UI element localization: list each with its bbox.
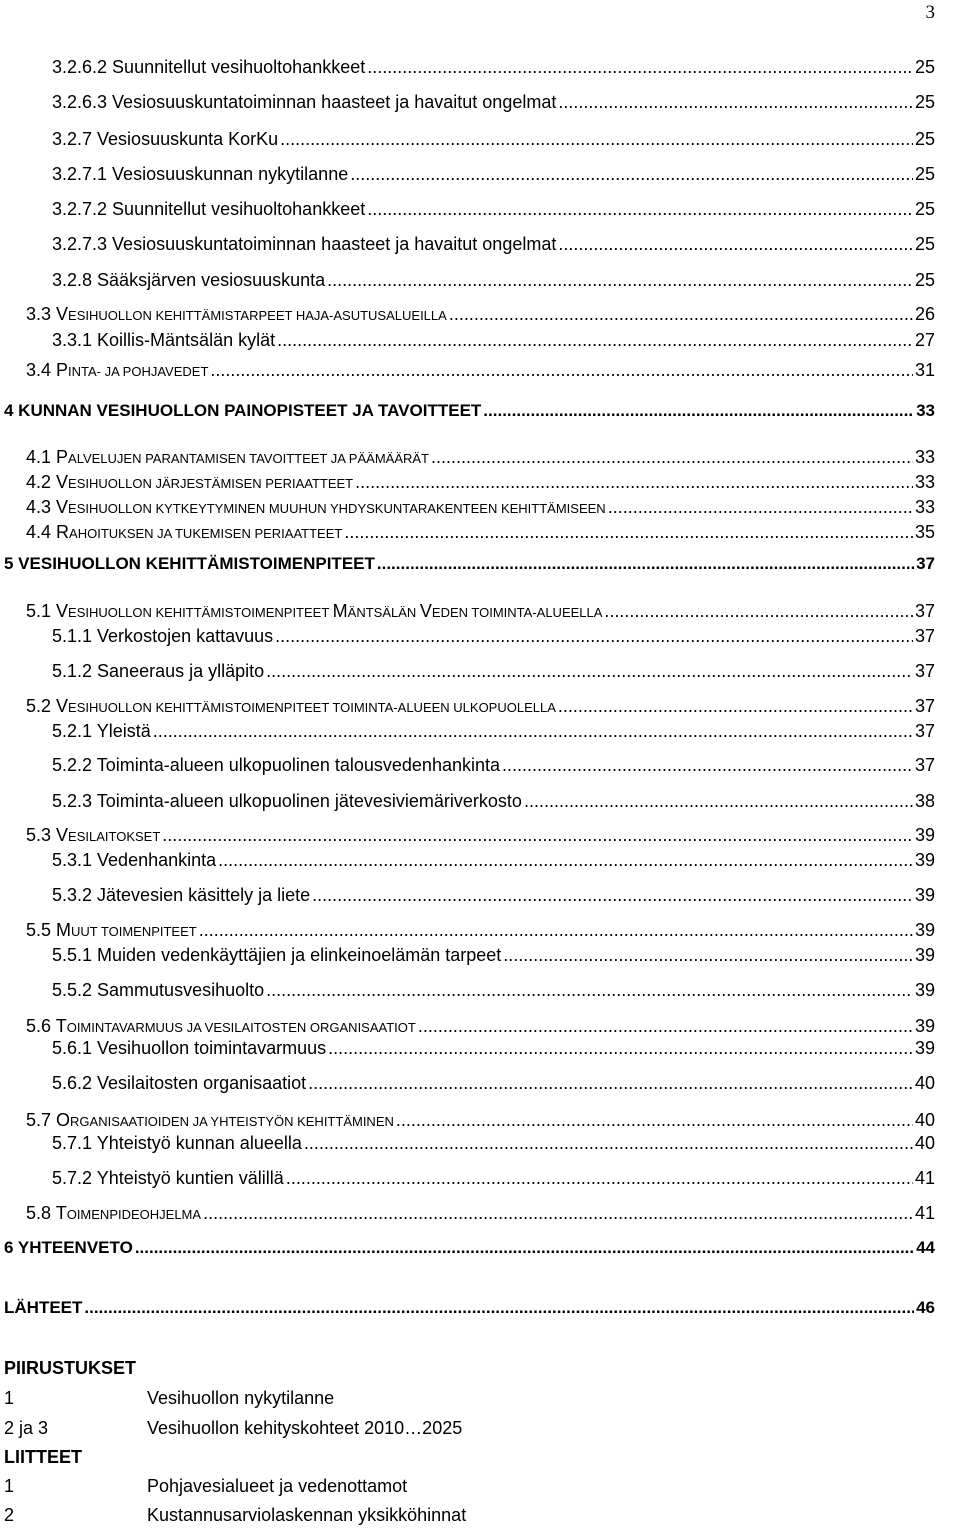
- toc-entry-title: 3.2.7.2 Suunnitellut vesihuoltohankkeet: [52, 199, 366, 219]
- toc-entry-page: 25: [914, 164, 935, 184]
- toc-entry[interactable]: [26, 472, 935, 493]
- toc-entry-title: LÄHTEET: [4, 1298, 83, 1317]
- toc-entry-page: 41: [914, 1203, 935, 1223]
- toc-entry-title: 5.5.1 Muiden vedenkäyttäjien ja elinkeinoelämän tarpeet: [52, 945, 502, 965]
- toc-entry-title-smallcaps: OIMENPIDEOHJELMA: [66, 1207, 202, 1222]
- toc-entry-title: 6 YHTEENVETO: [4, 1238, 133, 1257]
- toc-entry[interactable]: [26, 601, 935, 622]
- dot-leader: [418, 1016, 913, 1037]
- page-number: 3: [925, 2, 935, 23]
- toc-entry-page: 25: [914, 234, 935, 254]
- toc-entry-page: 37: [916, 554, 935, 573]
- toc-entry-title: 5.1 VESIHUOLLON KEHITTÄMISTOIMENPITEET MÄNTSÄLÄN VEDEN TOIMINTA-ALUEELLA: [26, 601, 603, 621]
- dot-leader: [377, 554, 914, 574]
- toc-entry[interactable]: [52, 885, 935, 906]
- dot-leader: [350, 164, 913, 185]
- toc-entry-title: 3.2.8 Sääksjärven vesiosuuskunta: [52, 270, 326, 290]
- toc-entry-page: 33: [914, 497, 935, 517]
- toc-entry-title: 5.6.1 Vesihuollon toimintavarmuus: [52, 1038, 327, 1058]
- dot-leader: [286, 1168, 913, 1189]
- dot-leader: [367, 57, 913, 78]
- toc-entry-page: 38: [914, 791, 935, 811]
- toc-entry-page: 37: [914, 661, 935, 681]
- toc-entry-page: 37: [914, 696, 935, 716]
- drawing-number: 1: [4, 1388, 15, 1408]
- toc-entry-page: 39: [914, 885, 935, 905]
- toc-entry-title-smallcaps: ESIHUOLLON KEHITTÄMISTARPEET HAJA-ASUTUSALUEILLA: [68, 308, 447, 323]
- toc-entry-page: 44: [916, 1238, 935, 1257]
- toc-entry-title: 5.2.3 Toiminta-alueen ulkopuolinen jätevesiviemäriverkosto: [52, 791, 522, 811]
- toc-entry-page: 39: [914, 920, 935, 940]
- toc-entry[interactable]: [52, 129, 935, 150]
- toc-entry[interactable]: [52, 850, 935, 871]
- toc-entry-title-smallcaps: ESIHUOLLON JÄRJESTÄMISEN PERIAATTEET: [68, 476, 354, 491]
- toc-entry[interactable]: [52, 980, 935, 1001]
- toc-entry[interactable]: [52, 1038, 935, 1059]
- toc-entry-title-smallcaps: RGANISAATIOIDEN JA YHTEISTYÖN KEHITTÄMINEN: [70, 1114, 394, 1129]
- toc-entry-title: 4.1 PALVELUJEN PARANTAMISEN TAVOITTEET JA PÄÄMÄÄRÄT: [26, 447, 429, 467]
- toc-entry-title: 4.4 RAHOITUKSEN JA TUKEMISEN PERIAATTEET: [26, 522, 343, 542]
- toc-entry[interactable]: [26, 920, 935, 941]
- toc-entry-page: 25: [914, 129, 935, 149]
- toc-entry-title: 3.2.6.2 Suunnitellut vesihuoltohankkeet: [52, 57, 366, 77]
- dot-leader: [396, 1110, 913, 1131]
- toc-entry-page: 39: [914, 825, 935, 845]
- toc-entry-page: 39: [914, 945, 935, 965]
- dot-leader: [502, 755, 913, 776]
- toc-entry-title: 5.2 VESIHUOLLON KEHITTÄMISTOIMENPITEET TOIMINTA-ALUEEN ULKOPUOLELLA: [26, 696, 556, 716]
- toc-entry[interactable]: [4, 401, 935, 421]
- dot-leader: [280, 129, 913, 150]
- toc-entry-title: 3.2.6.3 Vesiosuuskuntatoiminnan haasteet ja havaitut ongelmat: [52, 92, 557, 112]
- toc-entry-title-smallcaps: ESILAITOKSET: [68, 829, 161, 844]
- toc-entry-title: 5.6.2 Vesilaitosten organisaatiot: [52, 1073, 307, 1093]
- toc-entry-title: 5.5 MUUT TOIMENPITEET: [26, 920, 197, 940]
- dot-leader: [558, 92, 913, 113]
- toc-entry-title-smallcaps: INTA- JA POHJAVEDET: [68, 364, 209, 379]
- toc-entry[interactable]: [52, 626, 935, 647]
- dot-leader: [266, 661, 913, 682]
- toc-entry-title: 5.3.1 Vedenhankinta: [52, 850, 217, 870]
- toc-entry[interactable]: [52, 1133, 935, 1154]
- appendices-heading: LIITTEET: [4, 1447, 82, 1467]
- dot-leader: [135, 1238, 914, 1258]
- toc-entry-title-smallcaps: ESIHUOLLON KEHITTÄMISTOIMENPITEET TOIMINTA-ALUEEN ULKOPUOLELLA: [68, 700, 556, 715]
- toc-entry[interactable]: [4, 554, 935, 574]
- toc-entry-page: 37: [914, 626, 935, 646]
- toc-entry[interactable]: [26, 360, 935, 381]
- toc-entry-title-smallcaps: UUT TOIMENPITEET: [71, 924, 197, 939]
- toc-entry-title: 5.8 TOIMENPIDEOHJELMA: [26, 1203, 202, 1223]
- toc-entry-title: 3.2.7.3 Vesiosuuskuntatoiminnan haasteet ja havaitut ongelmat: [52, 234, 557, 254]
- dot-leader: [153, 721, 913, 742]
- toc-entry-title: 5.2.2 Toiminta-alueen ulkopuolinen talousvedenhankinta: [52, 755, 500, 775]
- toc-entry-title-smallcaps: AHOITUKSEN JA TUKEMISEN PERIAATTEET: [69, 526, 343, 541]
- toc-entry-title: 5.7.2 Yhteistyö kuntien välillä: [52, 1168, 284, 1188]
- dot-leader: [431, 447, 913, 468]
- toc-entry-title-smallcaps: ESIHUOLLON KEHITTÄMISTOIMENPITEET: [68, 605, 333, 620]
- toc-entry-page: 39: [914, 850, 935, 870]
- drawing-title: Vesihuollon kehityskohteet 2010…2025: [147, 1418, 463, 1438]
- toc-entry-title: 5.1.1 Verkostojen kattavuus: [52, 626, 274, 646]
- toc-entry-page: 40: [914, 1073, 935, 1093]
- toc-entry-title: 3.4 PINTA- JA POHJAVEDET: [26, 360, 209, 380]
- dot-leader: [524, 791, 913, 812]
- toc-entry[interactable]: [52, 234, 935, 255]
- toc-entry[interactable]: [52, 92, 935, 113]
- drawings-heading: PIIRUSTUKSET: [4, 1358, 137, 1378]
- toc-entry-page: 25: [914, 57, 935, 77]
- toc-entry-page: 33: [914, 447, 935, 467]
- toc-entry[interactable]: [26, 825, 935, 846]
- dot-leader: [328, 1038, 913, 1059]
- drawing-title: Vesihuollon nykytilanne: [147, 1388, 335, 1408]
- dot-leader: [304, 1133, 913, 1154]
- toc-entry-title: 5 VESIHUOLLON KEHITTÄMISTOIMENPITEET: [4, 554, 375, 573]
- dot-leader: [312, 885, 913, 906]
- toc-entry-title: 5.2.1 Yleistä: [52, 721, 151, 741]
- toc-entry[interactable]: [26, 304, 935, 325]
- toc-entry-page: 25: [914, 92, 935, 112]
- dot-leader: [277, 330, 913, 351]
- toc-entry-page: 31: [914, 360, 935, 380]
- dot-leader: [266, 980, 913, 1001]
- toc-entry[interactable]: [52, 1168, 935, 1189]
- toc-entry-page: 46: [916, 1298, 935, 1317]
- toc-entry[interactable]: [52, 791, 935, 812]
- toc-entry-title: 5.3 VESILAITOKSET: [26, 825, 161, 845]
- toc-entry-page: 39: [914, 1016, 935, 1036]
- dot-leader: [162, 825, 913, 846]
- dot-leader: [199, 920, 913, 941]
- toc-entry-title-smallcaps: ESIHUOLLON KYTKEYTYMINEN MUUHUN YHDYSKUNTARAKENTEEN KEHITTÄMISEEN: [68, 501, 606, 516]
- toc-entry-page: 40: [914, 1133, 935, 1153]
- toc-entry[interactable]: [26, 447, 935, 468]
- toc-entry-page: 37: [914, 721, 935, 741]
- toc-entry[interactable]: [52, 164, 935, 185]
- toc-entry-title: 3.2.7.1 Vesiosuuskunnan nykytilanne: [52, 164, 349, 184]
- toc-entry[interactable]: [26, 1203, 935, 1224]
- toc-entry-title: 4 KUNNAN VESIHUOLLON PAINOPISTEET JA TAVOITTEET: [4, 401, 482, 420]
- toc-entry[interactable]: [52, 199, 935, 220]
- dot-leader: [84, 1298, 914, 1318]
- dot-leader: [558, 234, 913, 255]
- toc-entry[interactable]: [26, 497, 935, 518]
- toc-entry-page: 40: [914, 1110, 935, 1130]
- toc-entry-title: 4.2 VESIHUOLLON JÄRJESTÄMISEN PERIAATTEET: [26, 472, 354, 492]
- toc-entry-title-smallcaps: ALVELUJEN PARANTAMISEN TAVOITTEET JA PÄÄMÄÄRÄT: [68, 451, 429, 466]
- toc-entry-title: 3.3.1 Koillis-Mäntsälän kylät: [52, 330, 276, 350]
- dot-leader: [344, 522, 913, 543]
- toc-entry-title: 5.7.1 Yhteistyö kunnan alueella: [52, 1133, 302, 1153]
- appendix-number: 2: [4, 1505, 15, 1525]
- toc-entry-page: 25: [914, 199, 935, 219]
- toc-entry[interactable]: [52, 755, 935, 776]
- toc-entry-page: 39: [914, 1038, 935, 1058]
- toc-entry[interactable]: [52, 721, 935, 742]
- toc-entry[interactable]: [26, 1016, 935, 1037]
- toc-entry-page: 33: [916, 401, 935, 420]
- toc-entry-title: 5.3.2 Jätevesien käsittely ja liete: [52, 885, 311, 905]
- dot-leader: [503, 945, 913, 966]
- toc-entry-page: 37: [914, 755, 935, 775]
- toc-entry-page: 33: [914, 472, 935, 492]
- toc-entry[interactable]: [52, 270, 935, 291]
- toc-entry-page: 26: [914, 304, 935, 324]
- toc-entry-page: 41: [914, 1168, 935, 1188]
- toc-entry-title: 3.2.7 Vesiosuuskunta KorKu: [52, 129, 279, 149]
- toc-entry[interactable]: [26, 522, 935, 543]
- drawing-number: 2 ja 3: [4, 1418, 49, 1438]
- dot-leader: [308, 1073, 913, 1094]
- toc-entry[interactable]: [26, 696, 935, 717]
- toc-entry[interactable]: [52, 57, 935, 78]
- toc-entry-title: 3.3 VESIHUOLLON KEHITTÄMISTARPEET HAJA-ASUTUSALUEILLA: [26, 304, 447, 324]
- toc-entry-title-smallcaps: EDEN TOIMINTA-ALUEELLA: [431, 605, 603, 620]
- dot-leader: [355, 472, 913, 493]
- toc-entry-page: 35: [914, 522, 935, 542]
- toc-entry[interactable]: [26, 1110, 935, 1131]
- toc-entry-title: 4.3 VESIHUOLLON KYTKEYTYMINEN MUUHUN YHDYSKUNTARAKENTEEN KEHITTÄMISEEN: [26, 497, 606, 517]
- toc-entry-title: 5.7 ORGANISAATIOIDEN JA YHTEISTYÖN KEHITTÄMINEN: [26, 1110, 394, 1130]
- appendix-number: 1: [4, 1476, 15, 1496]
- toc-entry-title: 5.5.2 Sammutusvesihuolto: [52, 980, 265, 1000]
- dot-leader: [604, 601, 913, 622]
- toc-entry[interactable]: [4, 1238, 935, 1258]
- dot-leader: [203, 1203, 913, 1224]
- toc-entry[interactable]: [52, 1073, 935, 1094]
- appendix-title: Kustannusarviolaskennan yksikköhinnat: [147, 1505, 467, 1525]
- toc-entry[interactable]: [52, 661, 935, 682]
- toc-entry-title: 5.6 TOIMINTAVARMUUS JA VESILAITOSTEN ORGANISAATIOT: [26, 1016, 416, 1036]
- toc-entry-title: 5.1.2 Saneeraus ja ylläpito: [52, 661, 265, 681]
- toc-entry-page: 39: [914, 980, 935, 1000]
- toc-entry-page: 27: [914, 330, 935, 350]
- dot-leader: [275, 626, 913, 647]
- dot-leader: [327, 270, 913, 291]
- dot-leader: [608, 497, 913, 518]
- dot-leader: [449, 304, 913, 325]
- toc-entry-page: 37: [914, 601, 935, 621]
- toc-entry[interactable]: [52, 330, 935, 351]
- toc-entry[interactable]: [4, 1298, 935, 1318]
- toc-entry-title-smallcaps: ÄNTSÄLÄN: [347, 605, 420, 620]
- dot-leader: [210, 360, 913, 381]
- dot-leader: [483, 401, 914, 421]
- dot-leader: [367, 199, 913, 220]
- toc-entry[interactable]: [52, 945, 935, 966]
- toc-entry-title-smallcaps: OIMINTAVARMUUS JA VESILAITOSTEN ORGANISAATIOT: [66, 1020, 416, 1035]
- dot-leader: [558, 696, 913, 717]
- toc-entry-page: 25: [914, 270, 935, 290]
- appendix-title: Pohjavesialueet ja vedenottamot: [147, 1476, 408, 1496]
- dot-leader: [218, 850, 913, 871]
